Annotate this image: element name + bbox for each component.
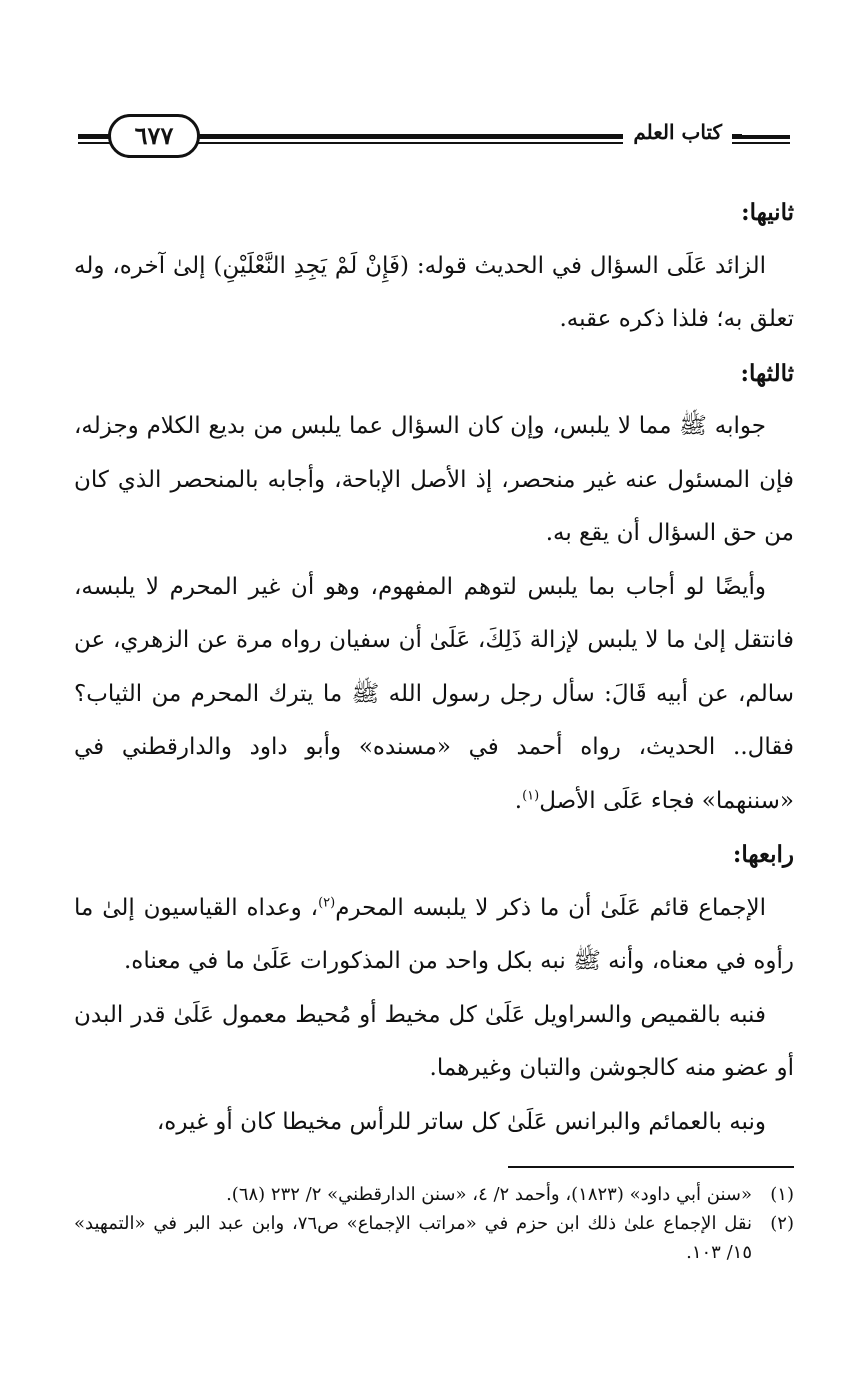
paragraph: فنبه بالقميص والسراويل عَلَىٰ كل مخيط أو مُحيط معمول عَلَىٰ قدر البدن أو عضو منه كالجوشن والتبان وغيرهما. bbox=[74, 1001, 794, 1081]
footnote-number: (١) bbox=[770, 1184, 794, 1205]
paragraph-end: . bbox=[514, 787, 523, 814]
paragraph: ونبه بالعمائم والبرانس عَلَىٰ كل ساتر للرأس مخيطا كان أو غيره، bbox=[156, 1108, 766, 1135]
footnote-divider bbox=[508, 1166, 794, 1168]
heading-third: ثالثها: bbox=[740, 359, 794, 387]
footnote-ref[interactable]: (١) bbox=[522, 787, 540, 803]
footnote-text: «سنن أبي داود» (١٨٢٣)، وأحمد ٢/ ٤، «سنن الدارقطني» ٢/ ٢٣٢ (٦٨). bbox=[226, 1184, 752, 1205]
paragraph: جوابه ﷺ مما لا يلبس، وإن كان السؤال عما يلبس من بديع الكلام وجزله، فإن المسئول عنه غير منحصر، إذ الأصل الإباحة، وأجابه بالمنحصر الذي كان من حق السؤال أن يقع به. bbox=[74, 413, 794, 546]
footnote-item bbox=[74, 1209, 794, 1267]
footnote-ref[interactable]: (٢) bbox=[318, 894, 336, 910]
paragraph-text: وأيضًا لو أجاب بما يلبس لتوهم المفهوم، وهو أن غير المحرم لا يلبسه، فانتقل إلىٰ ما لا يلبس لإزالة ذَلِكَ، عَلَىٰ أن سفيان رواه مرة عن الزهري، عن سالم، عن أبيه قَالَ: سأل رجل رسول الله ﷺ ما يترك المحرم من الثياب؟ فقال.. الحديث، رواه أحمد في «مسنده» وأبو داود والدارقطني في «سننهما» فجاء عَلَى الأصل bbox=[74, 573, 794, 814]
footnotes bbox=[74, 1180, 794, 1267]
main-text bbox=[74, 186, 794, 1149]
paragraph-text: الإجماع قائم عَلَىٰ أن ما ذكر لا يلبسه المحرم bbox=[335, 894, 766, 921]
header-ornament-gap bbox=[742, 132, 790, 135]
paragraph: الزائد عَلَى السؤال في الحديث قوله: (فَإِنْ لَمْ يَجِدِ النَّعْلَيْنِ) إلىٰ آخره، وله تعلق به؛ فلذا ذكره عقبه. bbox=[74, 252, 794, 332]
book-title: كتاب العلم bbox=[623, 116, 732, 148]
footnote-number: (٢) bbox=[770, 1213, 794, 1234]
heading-second: ثانيها: bbox=[741, 199, 794, 226]
footnote-item bbox=[74, 1180, 794, 1209]
paragraph bbox=[74, 882, 794, 989]
paragraph-text: ، وعداه القياسيون إلىٰ ما رأوه في معناه، وأنه ﷺ نبه بكل واحد من المذكورات عَلَىٰ ما في معناه. bbox=[74, 894, 794, 974]
running-header bbox=[78, 112, 790, 156]
footnote-text: نقل الإجماع علىٰ ذلك ابن حزم في «مراتب الإجماع» ص٧٦، وابن عبد البر في «التمهيد» ١٥/ ١٠٣. bbox=[74, 1213, 752, 1263]
heading-fourth: رابعها: bbox=[732, 841, 794, 868]
page-number: ٦٧٧ bbox=[108, 114, 200, 158]
paragraph bbox=[74, 561, 794, 829]
